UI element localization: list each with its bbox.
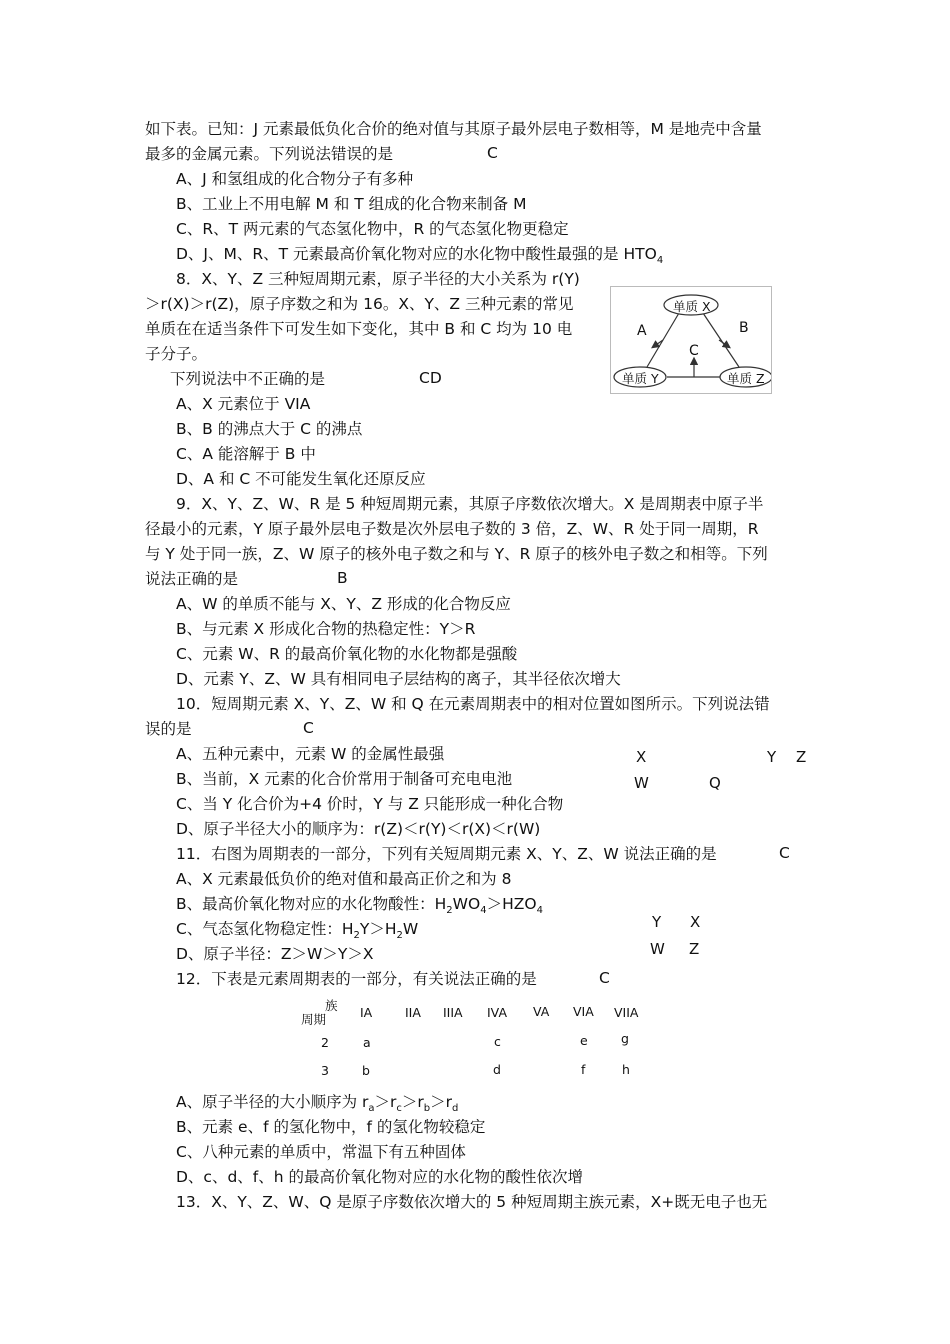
option-a: A、J 和氢组成的化合物分子有多种	[176, 170, 414, 188]
option-c: C、A 能溶解于 B 中	[176, 445, 316, 463]
text-line: 下列说法中不正确的是	[170, 370, 326, 388]
option-c: C、当 Y 化合价为+4 价时，Y 与 Z 只能形成一种化合物	[176, 795, 564, 813]
grid10-w: W	[634, 774, 649, 792]
text-line: 子分子。	[145, 345, 208, 363]
option-d: D、A 和 C 不可能发生氧化还原反应	[176, 470, 426, 488]
table-header: VIIA	[614, 1005, 639, 1020]
option-d: D、原子半径大小的顺序为：r(Z)＜r(Y)＜r(X)＜r(W)	[176, 820, 541, 838]
question-12: 12．下表是元素周期表的一部分，有关说法正确的是	[176, 970, 537, 988]
answer-q7: C	[487, 144, 498, 162]
option-d: D、J、M、R、T 元素最高价氧化物对应的水化物中酸性最强的是 $HTO_4$	[176, 245, 664, 266]
table-header: VA	[533, 1004, 550, 1019]
table-cell: f	[581, 1062, 586, 1077]
option-a: A、X 元素位于 VIA	[176, 395, 311, 413]
answer-q8: CD	[419, 369, 442, 387]
arrow-b	[719, 340, 729, 347]
text-line: 与 Y 处于同一族，Z、W 原子的核外电子数之和与 Y、R 原子的核外电子数之和相等。下列	[145, 545, 768, 563]
question-8: 8．X、Y、Z 三种短周期元素，原子半径的大小关系为 r(Y)	[176, 270, 580, 288]
option-a: A、W 的单质不能与 X、Y、Z 形成的化合物反应	[176, 595, 511, 613]
option-b: B、工业上不用电解 M 和 T 组成的化合物来制备 M	[176, 195, 527, 213]
option-c: C、八种元素的单质中，常温下有五种固体	[176, 1143, 466, 1161]
text-line: 说法正确的是	[145, 570, 239, 588]
grid10-y: Y	[767, 748, 777, 766]
grid11-y: Y	[652, 913, 662, 931]
table-cell: b	[362, 1063, 370, 1078]
option-a: A、X 元素最低负价的绝对值和最高正价之和为 8	[176, 870, 512, 888]
option-d: D、原子半径：Z＞W＞Y＞X	[176, 945, 374, 963]
question-11: 11．右图为周期表的一部分，下列有关短周期元素 X、Y、Z、W 说法正确的是	[176, 845, 717, 863]
table-header: IIA	[405, 1005, 421, 1020]
label-a: A	[637, 323, 647, 339]
edge-x-z	[703, 313, 739, 367]
option-b: B、最高价氧化物对应的水化物酸性：$H_2WO_4>HZO_4$	[176, 895, 543, 916]
table-cell: a	[363, 1035, 371, 1050]
option-d: D、c、d、f、h 的最高价氧化物对应的水化物的酸性依次增	[176, 1168, 584, 1186]
option-b: B、B 的沸点大于 C 的沸点	[176, 420, 363, 438]
text-line: 径最小的元素，Y 原子最外层电子数是次外层电子数的 3 倍，Z、W、R 处于同一周期，R	[145, 520, 759, 538]
table-header: IVA	[487, 1005, 507, 1020]
question-10: 10．短周期元素 X、Y、Z、W 和 Q 在元素周期表中的相对位置如图所示。下列说法错	[176, 695, 770, 713]
table-cell: 2	[321, 1035, 329, 1050]
node-z-label: 单质 Z	[727, 371, 765, 386]
table-cell: 3	[321, 1063, 329, 1078]
grid11-x: X	[690, 913, 701, 931]
table-cell: c	[494, 1034, 501, 1049]
answer-q9: B	[337, 569, 348, 587]
grid10-q: Q	[709, 774, 721, 792]
reaction-diagram	[610, 286, 772, 394]
label-b: B	[739, 320, 749, 336]
option-b: B、与元素 X 形成化合物的热稳定性：Y＞R	[176, 620, 476, 638]
option-d: D、元素 Y、Z、W 具有相同电子层结构的离子，其半径依次增大	[176, 670, 621, 688]
question-9: 9．X、Y、Z、W、R 是 5 种短周期元素，其原子序数依次增大。X 是周期表中原子半	[176, 495, 764, 513]
grid10-z: Z	[796, 748, 807, 766]
table-header: IA	[360, 1005, 373, 1020]
table-corner-group: 族	[325, 998, 338, 1013]
table-header: IIIA	[443, 1005, 463, 1020]
answer-q12: C	[599, 969, 610, 987]
option-b: B、当前，X 元素的化合价常用于制备可充电电池	[176, 770, 513, 788]
text-line: 最多的金属元素。下列说法错误的是	[145, 145, 394, 163]
text-line: 单质在在适当条件下可发生如下变化，其中 B 和 C 均为 10 电	[145, 320, 573, 338]
answer-q11: C	[779, 844, 790, 862]
table-cell: e	[580, 1033, 588, 1048]
option-c: C、气态氢化物稳定性：$H_2Y>H_2W$	[176, 920, 419, 941]
option-c: C、元素 W、R 的最高价氧化物的水化物都是强酸	[176, 645, 518, 663]
grid10-x: X	[636, 748, 647, 766]
text-line: ＞r(X)＞r(Z)，原子序数之和为 16。X、Y、Z 三种元素的常见	[145, 295, 574, 313]
text-line: 如下表。已知：J 元素最低负化合价的绝对值与其原子最外层电子数相等，M 是地壳中含量	[145, 120, 762, 138]
table-cell: h	[622, 1062, 630, 1077]
table-cell: g	[621, 1031, 629, 1046]
table-corner-period: 周期	[301, 1012, 327, 1027]
grid11-z: Z	[689, 940, 700, 958]
table-cell: d	[493, 1062, 501, 1077]
question-13: 13．X、Y、Z、W、Q 是原子序数依次增大的 5 种短周期主族元素，X+既无电子也无	[176, 1193, 768, 1211]
node-y-label: 单质 Y	[622, 371, 659, 386]
node-x-label: 单质 X	[673, 299, 711, 314]
grid11-w: W	[650, 940, 665, 958]
option-a: A、五种元素中，元素 W 的金属性最强	[176, 745, 445, 763]
table-header: VIA	[573, 1004, 594, 1019]
answer-q10: C	[303, 719, 314, 737]
label-c: C	[689, 343, 699, 359]
text-line: 误的是	[145, 720, 192, 738]
option-c: C、R、T 两元素的气态氢化物中，R 的气态氢化物更稳定	[176, 220, 569, 238]
option-b: B、元素 e、f 的氢化物中，f 的氢化物较稳定	[176, 1118, 486, 1136]
option-a: A、原子半径的大小顺序为 $r_a>r_c>r_b>r_d$	[176, 1093, 459, 1114]
